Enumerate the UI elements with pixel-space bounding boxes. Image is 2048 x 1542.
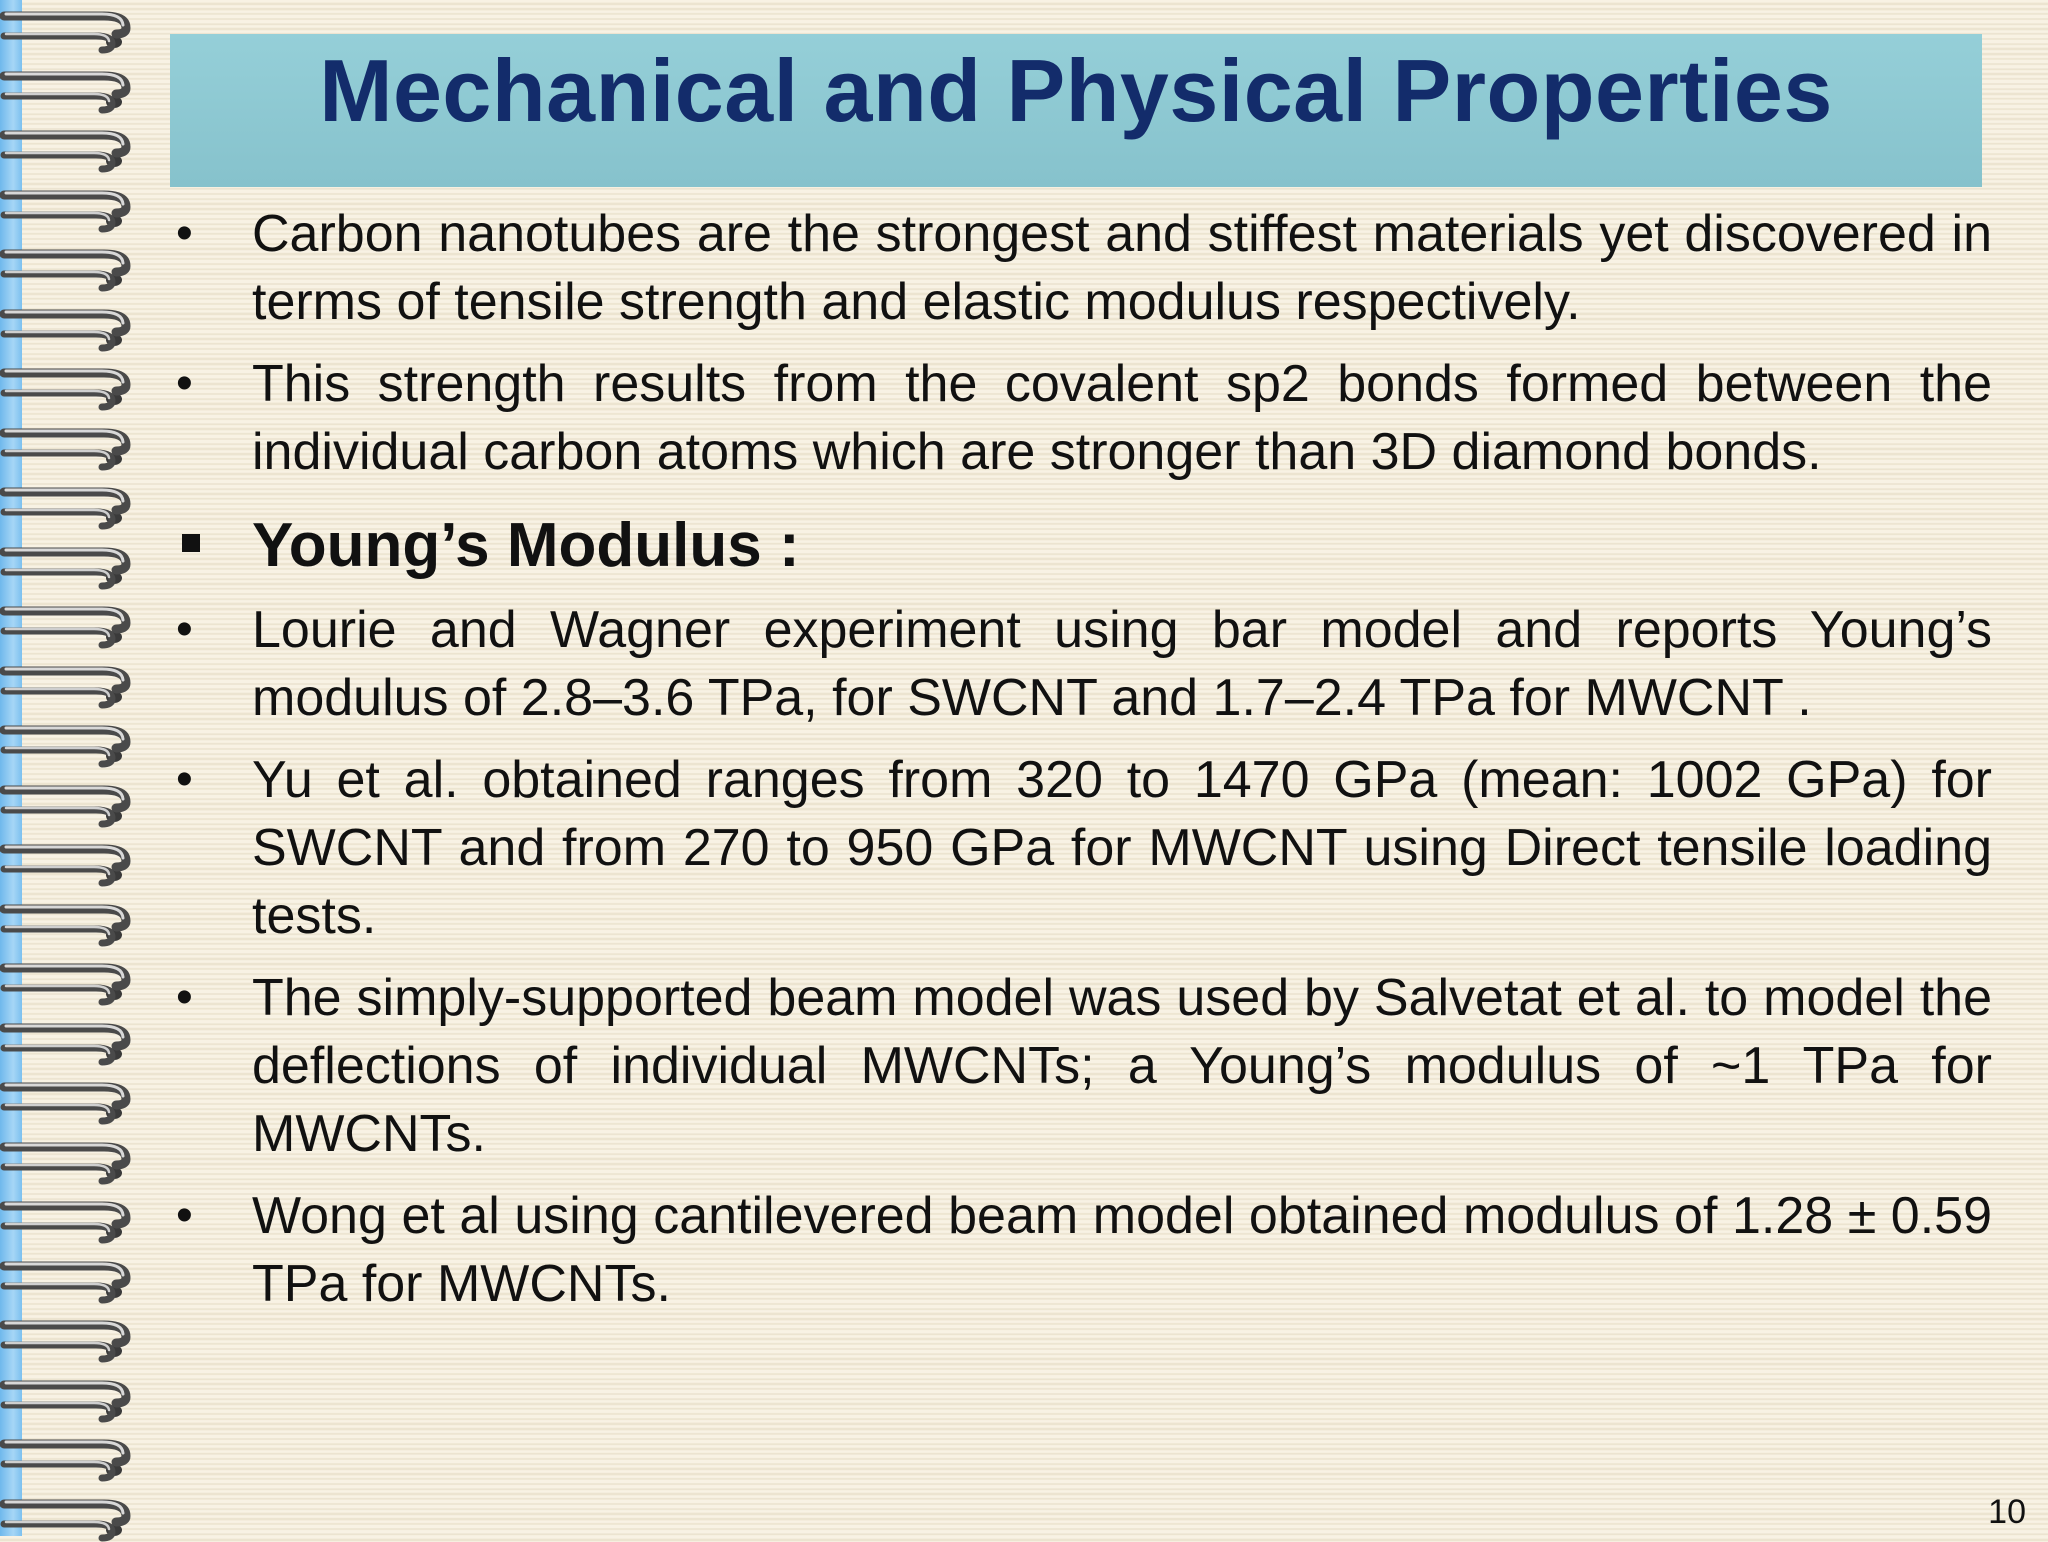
bullet-dot: • xyxy=(176,971,193,1024)
title-bar xyxy=(170,34,1982,187)
subheading-text: Young’s Modulus : xyxy=(252,511,800,580)
bullet-text: This strength results from the covalent sp2 bonds formed between the individual carbon atoms which are stronger than 3D diamond bonds. xyxy=(252,355,1992,481)
bullet-dot: • xyxy=(176,753,193,806)
binding-ring-icon xyxy=(0,6,134,54)
bullet-item xyxy=(170,746,1992,950)
youngs-modulus-heading xyxy=(170,506,1992,586)
bullet-text: The simply-supported beam model was used by Salvetat et al. to model the deflections of individual MWCNTs; a Young’s modulus of ~1 TPa for MWCNTs. xyxy=(252,969,1992,1163)
bullet-dot: • xyxy=(176,603,193,656)
binding-ring-icon xyxy=(0,1256,134,1304)
binding-ring-icon xyxy=(0,244,134,292)
binding-ring-icon xyxy=(0,1315,134,1363)
bullet-dot: • xyxy=(176,207,193,260)
binding-ring-icon xyxy=(0,780,134,828)
spiral-binding xyxy=(0,0,140,1536)
bullet-item xyxy=(170,200,1992,336)
binding-ring-icon xyxy=(0,958,134,1006)
binding-ring-icon xyxy=(0,1137,134,1185)
binding-ring-icon xyxy=(0,1077,134,1125)
binding-ring-icon xyxy=(0,363,134,411)
binding-ring-icon xyxy=(0,125,134,173)
binding-ring-icon xyxy=(0,1018,134,1066)
binding-ring-icon xyxy=(0,542,134,590)
bullet-text: Lourie and Wagner experiment using bar model and reports Young’s modulus of 2.8–3.6 TPa, for SWCNT and 1.7–2.4 TPa for MWCNT . xyxy=(252,601,1992,727)
bullet-item xyxy=(170,1182,1992,1318)
bullet-text: Wong et al using cantilevered beam model obtained modulus of 1.28 ± 0.59 TPa for MWCNTs. xyxy=(252,1187,1992,1313)
binding-ring-icon xyxy=(0,1434,134,1482)
bullet-item xyxy=(170,964,1992,1168)
binding-ring-icon xyxy=(0,839,134,887)
binding-ring-icon xyxy=(0,899,134,947)
bullet-dot: • xyxy=(176,1189,193,1242)
binding-ring-icon xyxy=(0,482,134,530)
bullet-dot: • xyxy=(176,357,193,410)
bullet-item xyxy=(170,596,1992,732)
binding-ring-icon xyxy=(0,304,134,352)
binding-ring-icon xyxy=(0,1494,134,1542)
bullet-text: Yu et al. obtained ranges from 320 to 1470 GPa (mean: 1002 GPa) for SWCNT and from 270 to 950 GPa for MWCNT using Direct tensile loading tests. xyxy=(252,751,1992,945)
slide-content xyxy=(170,200,1992,1332)
binding-ring-icon xyxy=(0,66,134,114)
page-number: 10 xyxy=(1988,1493,2026,1531)
binding-ring-icon xyxy=(0,1375,134,1423)
bullet-text: Carbon nanotubes are the strongest and stiffest materials yet discovered in terms of tensile strength and elastic modulus respectively. xyxy=(252,205,1992,331)
binding-ring-icon xyxy=(0,661,134,709)
square-bullet-icon xyxy=(182,534,200,552)
slide-title: Mechanical and Physical Properties xyxy=(319,41,1833,140)
binding-ring-icon xyxy=(0,423,134,471)
binding-ring-icon xyxy=(0,720,134,768)
binding-ring-icon xyxy=(0,601,134,649)
binding-ring-icon xyxy=(0,1196,134,1244)
bullet-item xyxy=(170,350,1992,486)
binding-ring-icon xyxy=(0,185,134,233)
